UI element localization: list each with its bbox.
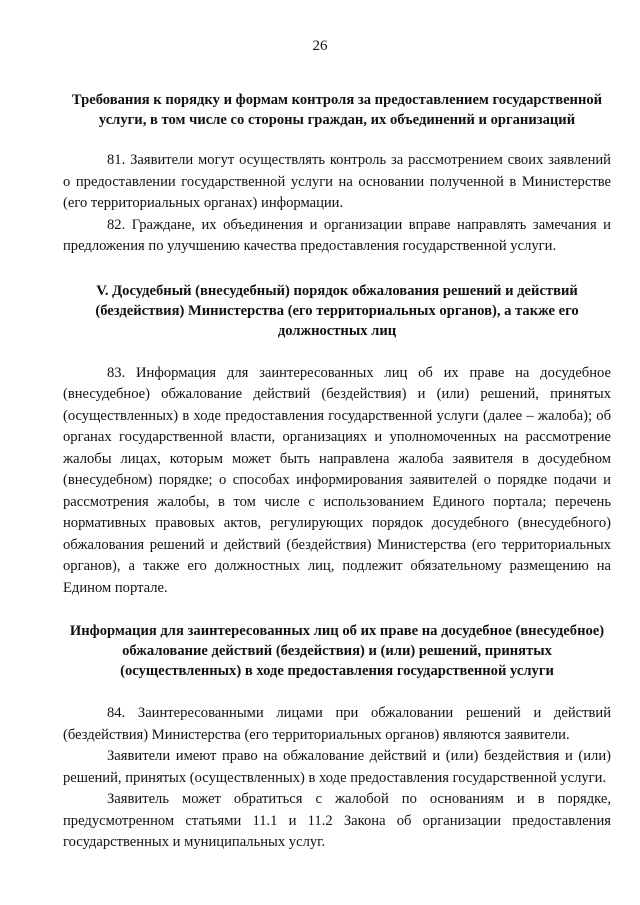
section-heading-control-requirements: Требования к порядку и формам контроля за предоставлением государственной услуги, в том числе со стороны граждан, их объединений и организаций xyxy=(71,92,603,128)
paragraph-83: 83. Информация для заинтересованных лиц об их праве на досудебное (внесудебное) обжалование действий (бездействия) и (или) решений, принятых (осуществленных) в ходе предоставления государственной услуги (далее – жалоба); об органах государственной власти, организациях и уполномоченных на рассмотрение жалобы лицах, которым может быть направлена жалоба заявителя в досудебном (внесудебном) порядке; о способах информирования заявителей о порядке подачи и рассмотрения жалобы, в том числе с использованием Единого портала; перечень нормативных правовых актов, регулирующих порядок досудебного (внесудебного) обжалования решений и действий (бездействия) Министерства (его территориальных органов), а также его должностных лиц, подлежит обязательному размещению на Едином портале. xyxy=(63,364,611,596)
section-heading-appeal-rights-info: Информация для заинтересованных лиц об их праве на досудебное (внесудебное) обжалование действий (бездействия) и (или) решений, принятых (осуществленных) в ходе предоставления государственной услуги xyxy=(69,623,605,679)
paragraph-84-grounds: Заявитель может обратиться с жалобой по основаниям и в порядке, предусмотренном статьями 11.1 и 11.2 Закона об организации предоставления государственных и муниципальных услуг. xyxy=(63,791,611,850)
paragraph-84: 84. Заинтересованными лицами при обжаловании решений и действий (бездействия) Министерства (его территориальных органов) являются заявители. xyxy=(63,705,611,743)
document-body xyxy=(63,90,611,854)
page-number: 26 xyxy=(312,38,328,54)
paragraph-84-applicants-rights: Заявители имеют право на обжалование действий и (или) бездействия и (или) решений, принятых (осуществленных) в ходе предоставления государственной услуги. xyxy=(63,748,611,786)
paragraph-81: 81. Заявители могут осуществлять контроль за рассмотрением своих заявлений о предоставлении государственной услуги на основании полученной в Министерстве (его территориальных органах) информации. xyxy=(63,152,611,211)
paragraph-82: 82. Граждане, их объединения и организации вправе направлять замечания и предложения по улучшению качества предоставления государственной услуги. xyxy=(63,216,611,254)
section-heading-pretrial-appeal: V. Досудебный (внесудебный) порядок обжалования решений и действий (бездействия) Министерства (его территориальных органов), а также его должностных лиц xyxy=(95,282,579,339)
